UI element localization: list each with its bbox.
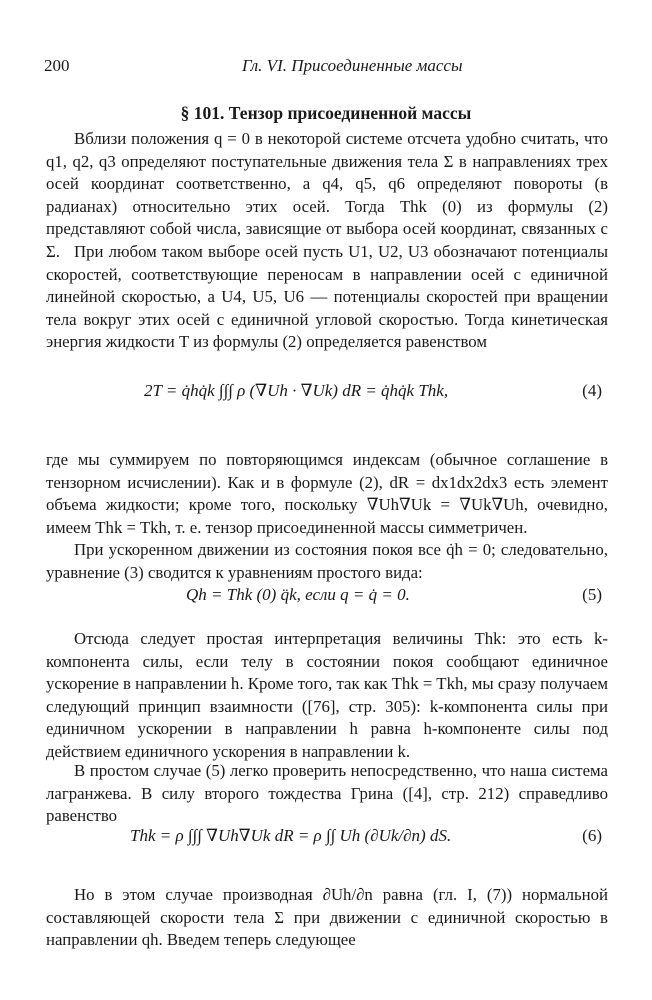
formula-5 [46,585,608,619]
paragraph-text: В простом случае (5) легко проверить непосредственно, что наша система лагранжева. В силу второго тождества Грина ([4], стр. 212) справедливо равенство [46,761,608,826]
formula-number: (4) [582,381,602,400]
page-header [44,56,610,80]
formula-body: 2T = q̇hq̇k ∫∫∫ ρ (∇Uh · ∇Uk) dR = q̇hq̇k Thk, [144,381,449,400]
formula-number: (6) [582,826,602,845]
running-head: Гл. VI. Присоединенные массы [242,56,463,75]
formula-body: Qh = Thk (0) q̈k, если q = q̇ = 0. [186,585,410,604]
formula-4 [46,381,608,415]
paragraph-4 [46,539,608,584]
paragraph-text: где мы суммируем по повторяющимся индексам (обычное соглашение в тензорном исчислении). Как и в формуле (2), dR = dx1dx2dx3 есть элемент объема жидкости; кроме того, поскольку ∇Uh∇Uk = ∇Uk∇Uh, очевидно, имеем Thk = Tkh, т. е. тензор присоединенной массы симметричен. [46,450,608,537]
paragraph-text: Отсюда следует простая интерпретация величины Thk: это есть k-компонента силы, если телу в состоянии покоя сообщают единичное ускорение в направлении h. Кроме того, так как Thk = Tkh, мы сразу получаем следующий принцип взаимности ([76], стр. 305): k-компонента силы при единичном ускорении в направлении h равна h-компоненте силы под действием единичного ускорения в направлении k. [46,629,608,761]
paragraph-5 [46,628,608,764]
paragraph-6 [46,760,608,828]
page-number: 200 [44,56,70,75]
section-title: § 101. Тензор присоединенной массы [180,103,472,123]
formula-body: Thk = ρ ∫∫∫ ∇Uh∇Uk dR = ρ ∫∫ Uh (∂Uk/∂n) dS. [130,826,452,845]
paragraph-7 [46,884,608,952]
formula-number: (5) [582,585,602,604]
paragraph-text: При ускоренном движении из состояния покоя все q̇h = 0; следовательно, уравнение (3) сводится к уравнениям простого вида: [46,540,608,582]
paragraph-3 [46,449,608,539]
paragraph-text: Вблизи положения q = 0 в некоторой системе отсчета удобно считать, что q1, q2, q3 определяют поступательные движения тела Σ в направлениях трех осей координат соответственно, а q4, q5, q6 определяют повороты (в радианах) относительно этих осей. Тогда Thk (0) из формулы (2) представляют собой числа, зависящие от выбора осей координат, связанных с Σ. [46,129,608,261]
paragraph-2 [46,241,608,354]
formula-6 [46,826,608,860]
paragraph-text: Но в этом случае производная ∂Uh/∂n равна (гл. I, (7)) нормальной составляющей скорости тела Σ при движении с единичной скоростью в направлении qh. Введем теперь следующее [46,885,608,950]
paragraph-text: При любом таком выборе осей пусть U1, U2, U3 обозначают потенциалы скоростей, соответствующие переносам в направлении осей с единичной линейной скоростью, а U4, U5, U6 — потенциалы скоростей при вращении тела вокруг этих осей с единичной угловой скоростью. Тогда кинетическая энергия жидкости T из формулы (2) определяется равенством [46,242,608,352]
